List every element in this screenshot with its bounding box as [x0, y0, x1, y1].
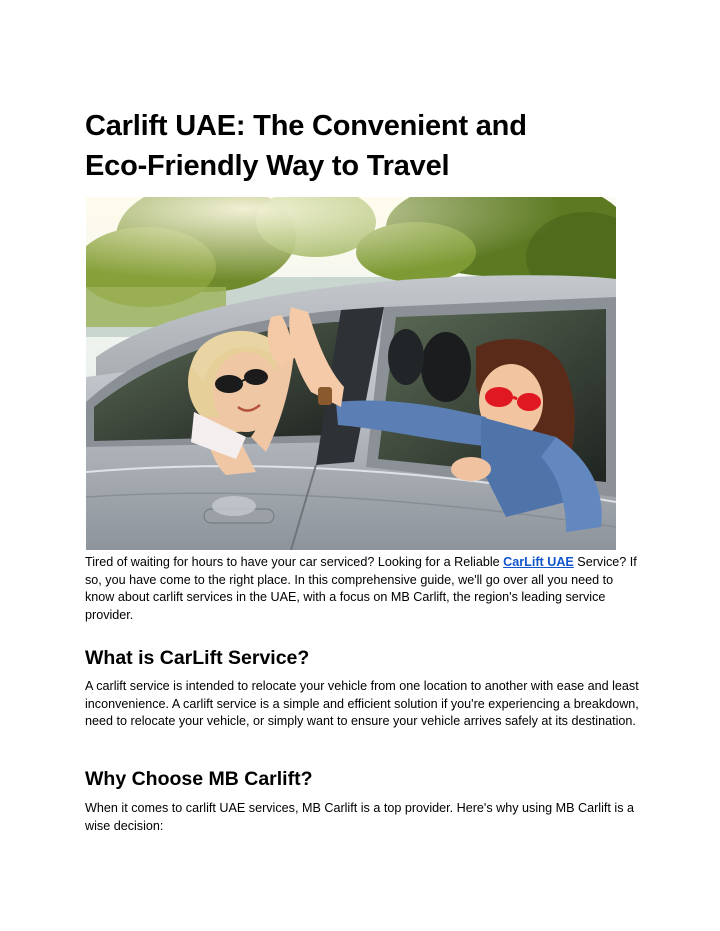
section-heading-what-is-carlift: What is CarLift Service? — [85, 647, 310, 669]
section-paragraph-why-choose-mb-carlift: When it comes to carlift UAE services, MB Carlift is a top provider. Here's why using MB Carlift is a wise decision: — [85, 801, 635, 833]
section-heading-why-choose-mb-carlift: Why Choose MB Carlift? — [85, 768, 313, 790]
carlift-uae-link[interactable]: CarLift UAE — [503, 555, 574, 569]
section-paragraph-what-is-carlift: A carlift service is intended to relocate your vehicle from one location to another with ease and least inconvenience. A carlift service is a simple and efficient solution if you're experiencing a breakdown, need to relocate your vehicle, or simply want to ensure your vehicle arrives safely at its destination. — [85, 679, 639, 729]
page-title — [85, 106, 645, 186]
intro-text-end: Service? If so, you have come to the right place. In this comprehensive guide, we'll go over all you need to know about carlift services in the UAE, with a focus on MB Carlift, the region's leading service provider. — [85, 555, 637, 623]
title-line-2: Eco-Friendly Way to Travel — [85, 150, 450, 182]
intro-paragraph — [85, 554, 645, 625]
title-line-1: Carlift UAE: The Convenient and — [85, 110, 527, 142]
hero-photo-car-friends — [86, 197, 616, 550]
intro-text-start: Tired of waiting for hours to have your car serviced? Looking for a Reliable — [85, 555, 504, 569]
